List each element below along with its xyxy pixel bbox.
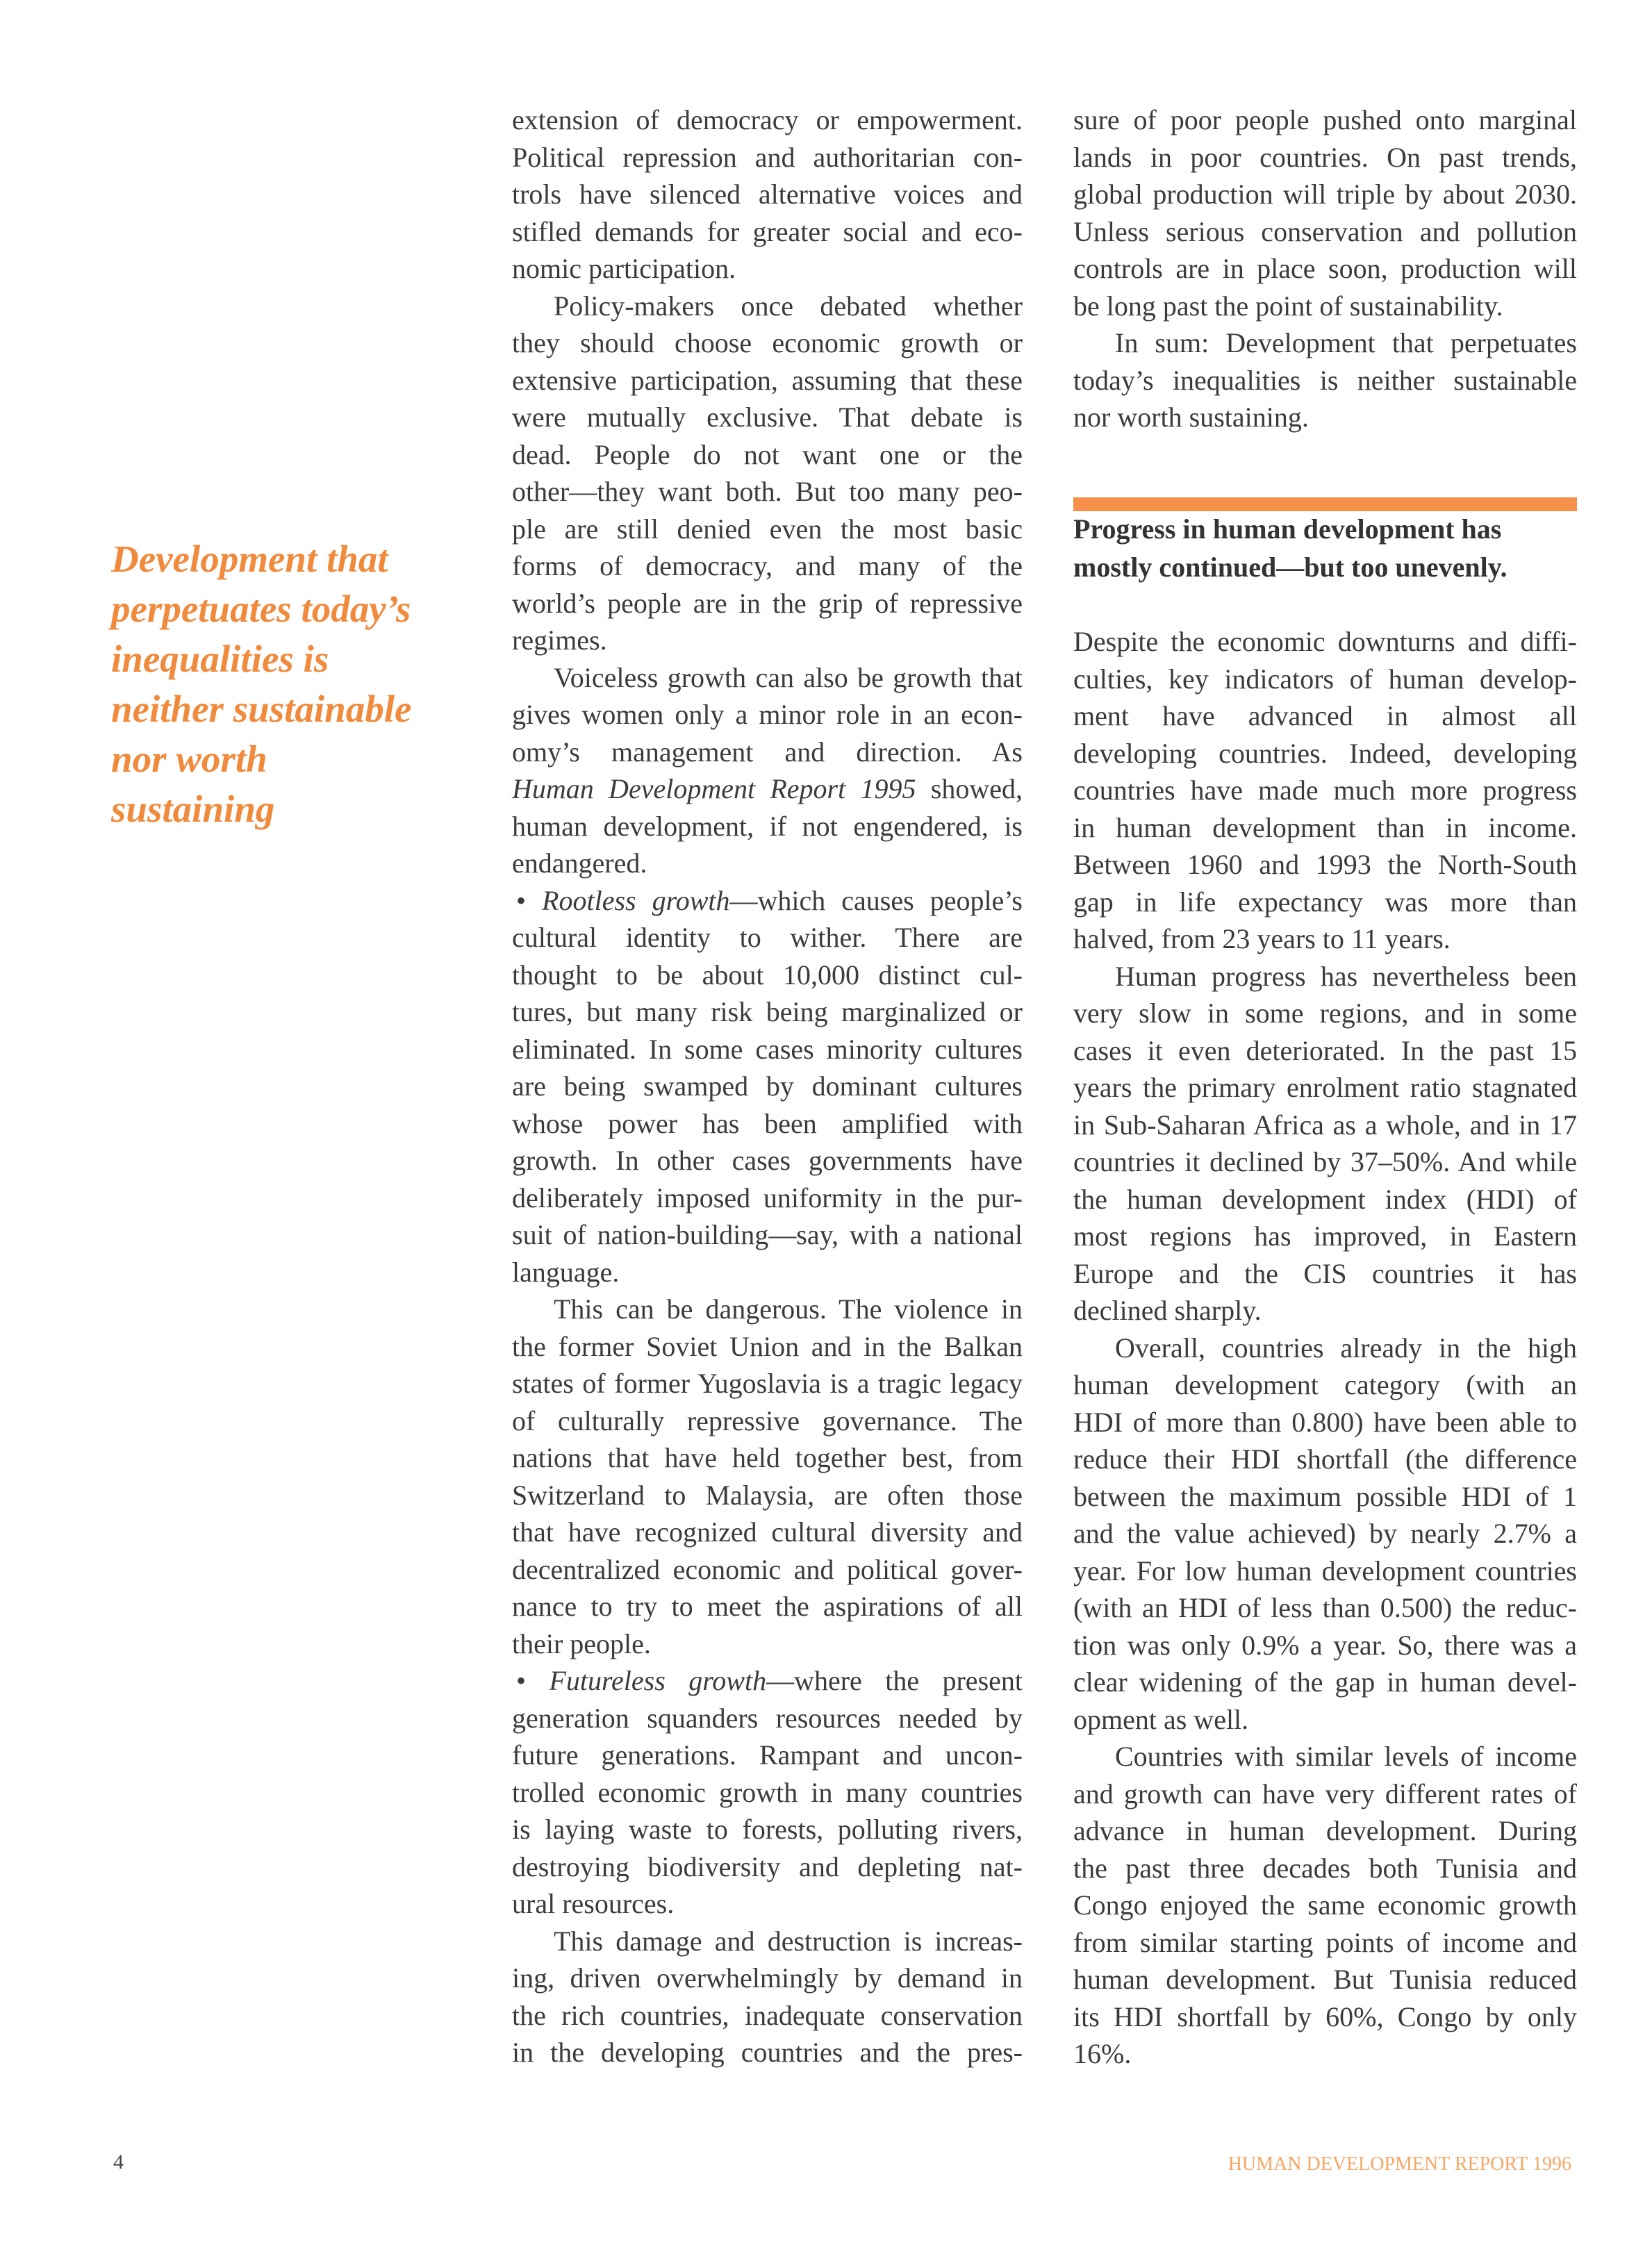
text-line: declined sharply. <box>1073 1295 1262 1326</box>
text-line: very slow in some regions, and in some <box>1073 997 1577 1029</box>
section-heading-line: mostly continued—but too unevenly. <box>1073 552 1508 583</box>
running-footer-title: HUMAN DEVELOPMENT REPORT 1996 <box>1228 2153 1571 2175</box>
text-line: world’s people are in the grip of repressive <box>512 587 1023 619</box>
text-line: forms of democracy, and many of the <box>512 550 1023 581</box>
text-line: nance to try to meet the aspirations of all <box>512 1591 1023 1622</box>
text-line: gives women only a minor role in an econ- <box>512 699 1023 730</box>
text-line: from similar starting points of income and <box>1073 1926 1577 1958</box>
text-line: controls are in place soon, production will <box>1073 253 1577 284</box>
text-line: Human progress has nevertheless been <box>1115 960 1577 992</box>
text-line: the former Soviet Union and in the Balkan <box>512 1330 1023 1362</box>
text-line: 16%. <box>1073 2038 1132 2069</box>
section-divider-rule <box>1073 497 1577 511</box>
page-number: 4 <box>113 2151 124 2173</box>
pull-quote-line: inequalities is <box>111 638 329 680</box>
text-line: Policy-makers once debated whether <box>554 290 1023 322</box>
pull-quote-line: neither sustainable <box>111 688 412 730</box>
text-line: halved, from 23 years to 11 years. <box>1073 923 1451 954</box>
italic-text: Human Development Report 1995 <box>512 773 916 804</box>
paragraph <box>512 659 1023 882</box>
text-line: regimes. <box>512 624 607 656</box>
text-line: destroying biodiversity and depleting nat- <box>512 1850 1023 1882</box>
text-line: human development, if not engendered, is <box>512 810 1023 842</box>
text-line: growth. In other cases governments have <box>512 1145 1023 1176</box>
paragraph <box>1073 101 1577 324</box>
text-line: generation squanders resources needed by <box>512 1702 1023 1734</box>
text-line: Countries with similar levels of income <box>1115 1741 1577 1772</box>
text-line: This damage and destruction is increas- <box>554 1925 1023 1957</box>
text-line: nomic participation. <box>512 253 736 284</box>
text-line: suit of nation-building—say, with a national <box>512 1219 1023 1250</box>
text-line: extension of democracy or empowerment. <box>512 104 1023 135</box>
italic-text: Rootless growth <box>542 884 730 916</box>
text-line: most regions has improved, in Eastern <box>1073 1220 1577 1252</box>
text-line: whose power has been amplified with <box>512 1107 1023 1139</box>
text-line: eliminated. In some cases minority cultures <box>512 1033 1023 1065</box>
text-line: and the value achieved) by nearly 2.7% a <box>1073 1518 1577 1549</box>
text-line: tion was only 0.9% a year. So, there was a <box>1073 1629 1577 1661</box>
text-segment: • <box>516 884 543 916</box>
text-line: reduce their HDI shortfall (the difference <box>1073 1443 1577 1475</box>
text-segment: —where the present <box>766 1665 1023 1696</box>
text-line: extensive participation, assuming that these <box>512 364 1023 396</box>
text-line: stifled demands for greater social and eco- <box>512 215 1023 247</box>
text-line <box>512 1662 1023 1700</box>
pull-quote <box>111 534 472 834</box>
text-line: other—they want both. But too many peo- <box>512 476 1023 507</box>
text-line: between the maximum possible HDI of 1 <box>1073 1480 1577 1512</box>
pull-quote-line: sustaining <box>111 788 275 830</box>
text-line: be long past the point of sustainability. <box>1073 290 1503 322</box>
text-line: advance in human development. During <box>1073 1815 1577 1846</box>
text-line: gap in life expectancy was more than <box>1073 886 1577 918</box>
text-segment: showed, <box>916 773 1023 804</box>
text-line: lands in poor countries. On past trends, <box>1073 141 1577 173</box>
text-line: today’s inequalities is neither sustainable <box>1073 364 1577 396</box>
paragraph <box>512 1291 1023 1662</box>
text-line: dead. People do not want one or the <box>512 438 1023 470</box>
paragraph <box>1073 1738 1577 2073</box>
section-heading <box>1073 510 1577 586</box>
text-line: thought to be about 10,000 distinct cul- <box>512 959 1023 991</box>
text-line: human development. But Tunisia reduced <box>1073 1964 1577 1995</box>
body-column-middle <box>512 101 1023 2071</box>
text-line: in Sub-Saharan Africa as a whole, and in 17 <box>1073 1109 1577 1141</box>
text-line: Political repression and authoritarian con- <box>512 141 1023 173</box>
body-column-right-top <box>1073 101 1577 436</box>
text-line: developing countries. Indeed, developing <box>1073 737 1577 769</box>
text-line: decentralized economic and political gover- <box>512 1553 1023 1585</box>
text-line: Despite the economic downturns and diffi- <box>1073 626 1577 657</box>
text-line: were mutually exclusive. That debate is <box>512 401 1023 433</box>
text-line: Between 1960 and 1993 the North-South <box>1073 849 1577 880</box>
pull-quote-line: nor worth <box>111 738 267 780</box>
text-line: omy’s management and direction. As <box>512 736 1023 768</box>
body-column-right <box>1073 623 1577 2073</box>
paragraph <box>512 1662 1023 1923</box>
text-line: trols have silenced alternative voices and <box>512 179 1023 210</box>
text-segment: • <box>516 1665 550 1696</box>
text-line: (with an HDI of less than 0.500) the reduc- <box>1073 1592 1577 1623</box>
text-line: states of former Yugoslavia is a tragic legacy <box>512 1368 1023 1399</box>
pull-quote-line: Development that <box>111 538 388 580</box>
text-line: In sum: Development that perpetuates <box>1115 327 1577 358</box>
text-line: nor worth sustaining. <box>1073 401 1309 433</box>
text-line: Voiceless growth can also be growth that <box>554 661 1023 693</box>
text-line: ment have advanced in almost all <box>1073 700 1577 731</box>
paragraph <box>1073 324 1577 436</box>
text-line: of culturally repressive governance. The <box>512 1405 1023 1436</box>
text-line: ing, driven overwhelmingly by demand in <box>512 1962 1023 1994</box>
text-line: sure of poor people pushed onto marginal <box>1073 104 1577 135</box>
pull-quote-line: perpetuates today’s <box>111 588 411 630</box>
text-line: the past three decades both Tunisia and <box>1073 1852 1577 1884</box>
text-line: ple are still denied even the most basic <box>512 513 1023 545</box>
text-line: cases it even deteriorated. In the past 15 <box>1073 1034 1577 1066</box>
text-line: in human development than in income. <box>1073 811 1577 843</box>
text-line: Overall, countries already in the high <box>1115 1332 1577 1364</box>
paragraph <box>512 288 1023 659</box>
text-line: ural resources. <box>512 1888 675 1919</box>
text-line: nations that have held together best, from <box>512 1442 1023 1473</box>
text-line: trolled economic growth in many countries <box>512 1776 1023 1808</box>
paragraph <box>1073 1329 1577 1739</box>
text-line: Europe and the CIS countries it has <box>1073 1257 1577 1289</box>
text-line: its HDI shortfall by 60%, Congo by only <box>1073 2000 1577 2032</box>
text-line: countries have made much more progress <box>1073 774 1577 806</box>
paragraph <box>1073 958 1577 1329</box>
text-line: Unless serious conservation and pollution <box>1073 215 1577 247</box>
italic-text: Futureless growth <box>549 1665 767 1696</box>
paragraph <box>512 1923 1023 2071</box>
text-line: cultural identity to wither. There are <box>512 922 1023 953</box>
text-line: clear widening of the gap in human devel- <box>1073 1666 1577 1698</box>
text-line: Switzerland to Malaysia, are often those <box>512 1479 1023 1511</box>
text-line: opment as well. <box>1073 1703 1249 1735</box>
text-line: Congo enjoyed the same economic growth <box>1073 1889 1577 1921</box>
text-line: their people. <box>512 1627 651 1659</box>
text-line <box>512 770 1023 808</box>
text-line: years the primary enrolment ratio stagnated <box>1073 1072 1577 1103</box>
paragraph <box>512 101 1023 288</box>
text-line: year. For low human development countries <box>1073 1555 1577 1587</box>
text-line: human development category (with an <box>1073 1369 1577 1400</box>
text-line: and growth can have very different rates of <box>1073 1778 1577 1809</box>
text-line: countries it declined by 37–50%. And while <box>1073 1146 1577 1177</box>
paragraph <box>512 882 1023 1291</box>
text-line: tures, but many risk being marginalized or <box>512 996 1023 1027</box>
text-line: endangered. <box>512 847 647 879</box>
text-line: culties, key indicators of human develop- <box>1073 663 1577 695</box>
text-line: future generations. Rampant and uncon- <box>512 1739 1023 1771</box>
text-line: deliberately imposed uniformity in the pur- <box>512 1182 1023 1213</box>
section-heading-line: Progress in human development has <box>1073 513 1502 545</box>
text-line <box>512 882 1023 920</box>
text-line: that have recognized cultural diversity and <box>512 1516 1023 1548</box>
text-line: HDI of more than 0.800) have been able to <box>1073 1406 1577 1438</box>
text-line: the rich countries, inadequate conservation <box>512 1999 1023 2031</box>
text-segment: —which causes people’s <box>729 884 1023 916</box>
text-line: are being swamped by dominant cultures <box>512 1070 1023 1102</box>
text-line: global production will triple by about 2030. <box>1073 179 1577 210</box>
text-line: in the developing countries and the pres- <box>512 2037 1023 2068</box>
text-line: This can be dangerous. The violence in <box>554 1293 1023 1325</box>
text-line: is laying waste to forests, polluting rivers, <box>512 1814 1023 1845</box>
text-line: language. <box>512 1256 620 1288</box>
text-line: they should choose economic growth or <box>512 327 1023 358</box>
text-line: the human development index (HDI) of <box>1073 1183 1577 1215</box>
paragraph <box>1073 623 1577 958</box>
